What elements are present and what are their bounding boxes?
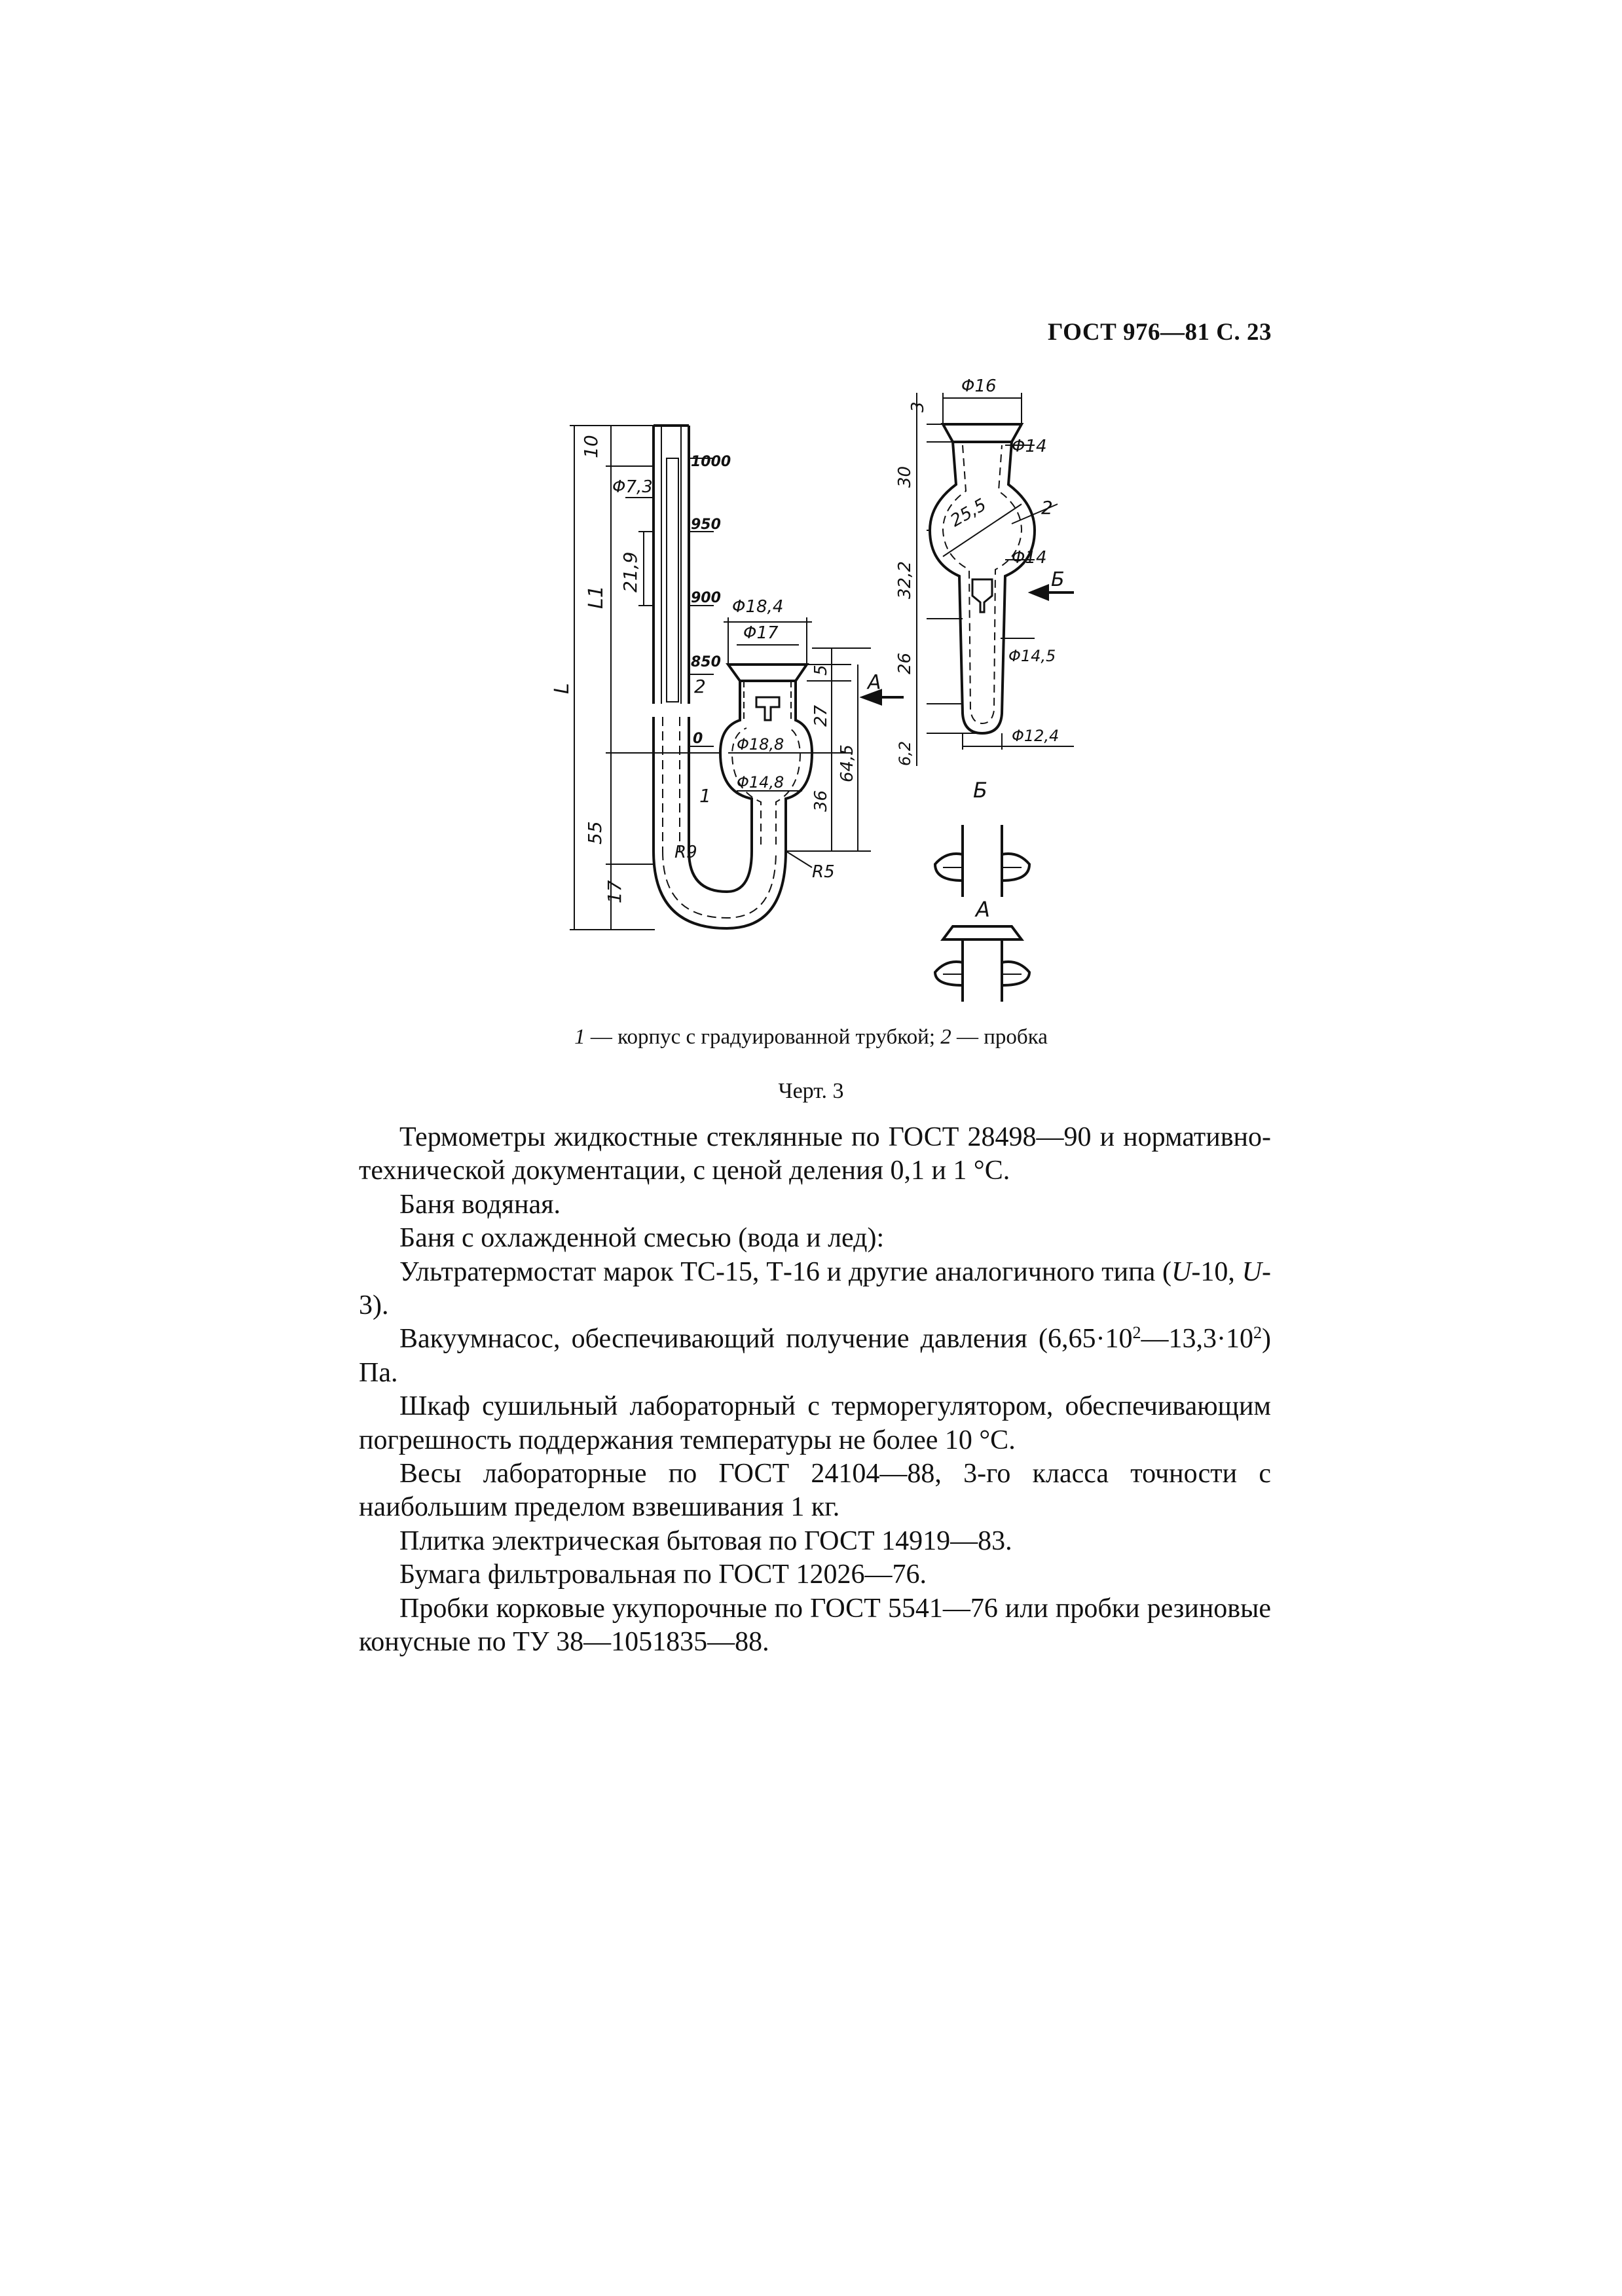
legend-number-1: 1	[574, 1025, 585, 1049]
scale-label-850: 850	[691, 654, 721, 670]
dim-phi124: Φ12,4	[1012, 727, 1060, 745]
dim-R9: R9	[674, 843, 697, 862]
view-label-a: А	[976, 897, 990, 922]
dim-55: 55	[584, 821, 606, 845]
legend-text-1: — корпус с градуированной трубкой;	[585, 1025, 941, 1049]
body-text	[359, 1121, 1271, 1660]
paragraph-vacuum-pump	[359, 1322, 1271, 1390]
paragraph-ultrathermostat	[359, 1256, 1271, 1323]
dim-5: 5	[811, 665, 831, 676]
text-span: -3).	[359, 1256, 1271, 1321]
dim-219: 21,9	[619, 551, 641, 592]
dim-phi17: Φ17	[743, 623, 779, 643]
dim-62: 6,2	[896, 740, 914, 766]
paragraph-drying-oven: Шкаф сушильный лабораторный с терморегулятором, обеспечивающим погрешность поддержания температуры не более 10 °С.	[359, 1391, 1271, 1455]
dim-phi14b: Φ14	[1012, 548, 1047, 568]
paragraph-water-bath: Баня водяная.	[399, 1189, 561, 1220]
legend-number-2: 2	[940, 1025, 951, 1049]
position-2: 2	[694, 676, 706, 697]
scale-label-950: 950	[691, 517, 721, 533]
superscript: 2	[1132, 1323, 1141, 1343]
figure-label: Черт. 3	[778, 1079, 844, 1103]
dim-phi148: Φ14,8	[737, 773, 784, 792]
dim-phi188: Φ18,8	[737, 735, 784, 754]
superscript: 2	[1253, 1323, 1262, 1343]
text-italic: U	[1171, 1256, 1192, 1287]
dim-R5: R5	[812, 862, 835, 882]
dim-255: 25,5	[947, 495, 990, 532]
paragraph-filter-paper: Бумага фильтровальная по ГОСТ 12026—76.	[399, 1559, 927, 1590]
paragraph-hotplate: Плитка электрическая бытовая по ГОСТ 14919—83.	[399, 1525, 1012, 1556]
dim-L: L	[551, 683, 574, 694]
paragraph-stoppers: Пробки корковые укупорочные по ГОСТ 5541—76 или пробки резиновые конусные по ТУ 38—1051835—88.	[359, 1593, 1271, 1658]
dim-27: 27	[811, 704, 831, 727]
dim-3: 3	[908, 401, 928, 412]
technical-drawing	[0, 0, 1622, 1021]
dim-phi184: Φ18,4	[732, 597, 784, 617]
scale-label-900: 900	[691, 590, 721, 606]
dim-17: 17	[604, 880, 625, 903]
scale-label-1000: 1000	[691, 454, 731, 470]
dim-30: 30	[895, 465, 915, 488]
dim-phi14a: Φ14	[1012, 437, 1047, 456]
text-span: Ультратермостат марок ТС-15, Т-16 и другие аналогичного типа (	[399, 1256, 1172, 1287]
dim-645: 64,5	[838, 744, 857, 782]
text-span: ) Па.	[359, 1324, 1271, 1388]
dim-26: 26	[895, 652, 915, 674]
dim-10: 10	[580, 435, 602, 458]
dim-322: 32,2	[895, 561, 915, 599]
position-2b: 2	[1041, 497, 1053, 519]
dim-B: Б	[1051, 568, 1065, 591]
paragraph-ice-bath: Баня с охлажденной смесью (вода и лед):	[399, 1223, 885, 1254]
dim-phi73: Φ7,3	[612, 477, 653, 497]
dim-L1: L1	[585, 585, 608, 609]
page-header: ГОСТ 976—81 С. 23	[1048, 319, 1272, 346]
paragraph-thermometers: Термометры жидкостные стеклянные по ГОСТ 28498—90 и нормативно-технической документации, с ценой деления 0,1 и 1 °С.	[359, 1122, 1271, 1186]
dim-phi16: Φ16	[961, 376, 997, 396]
dim-phi145: Φ14,5	[1008, 647, 1056, 665]
text-span: —13,3·10	[1141, 1324, 1253, 1355]
dim-A: А	[868, 671, 881, 694]
paragraph-scales: Весы лабораторные по ГОСТ 24104—88, 3-го класса точности с наибольшим пределом взвешивания 1 кг.	[359, 1459, 1271, 1523]
figure-legend	[0, 1025, 1622, 1049]
scale-label-0: 0	[693, 731, 703, 747]
legend-text-2: — пробка	[951, 1025, 1048, 1049]
position-1: 1	[699, 785, 711, 807]
dim-36: 36	[811, 790, 831, 812]
text-span: Вакуумнасос, обеспечивающий получение давления (6,65·10	[399, 1324, 1133, 1355]
text-span: -10,	[1191, 1256, 1242, 1287]
text-italic: U	[1242, 1256, 1262, 1287]
view-label-b: Б	[973, 778, 987, 803]
